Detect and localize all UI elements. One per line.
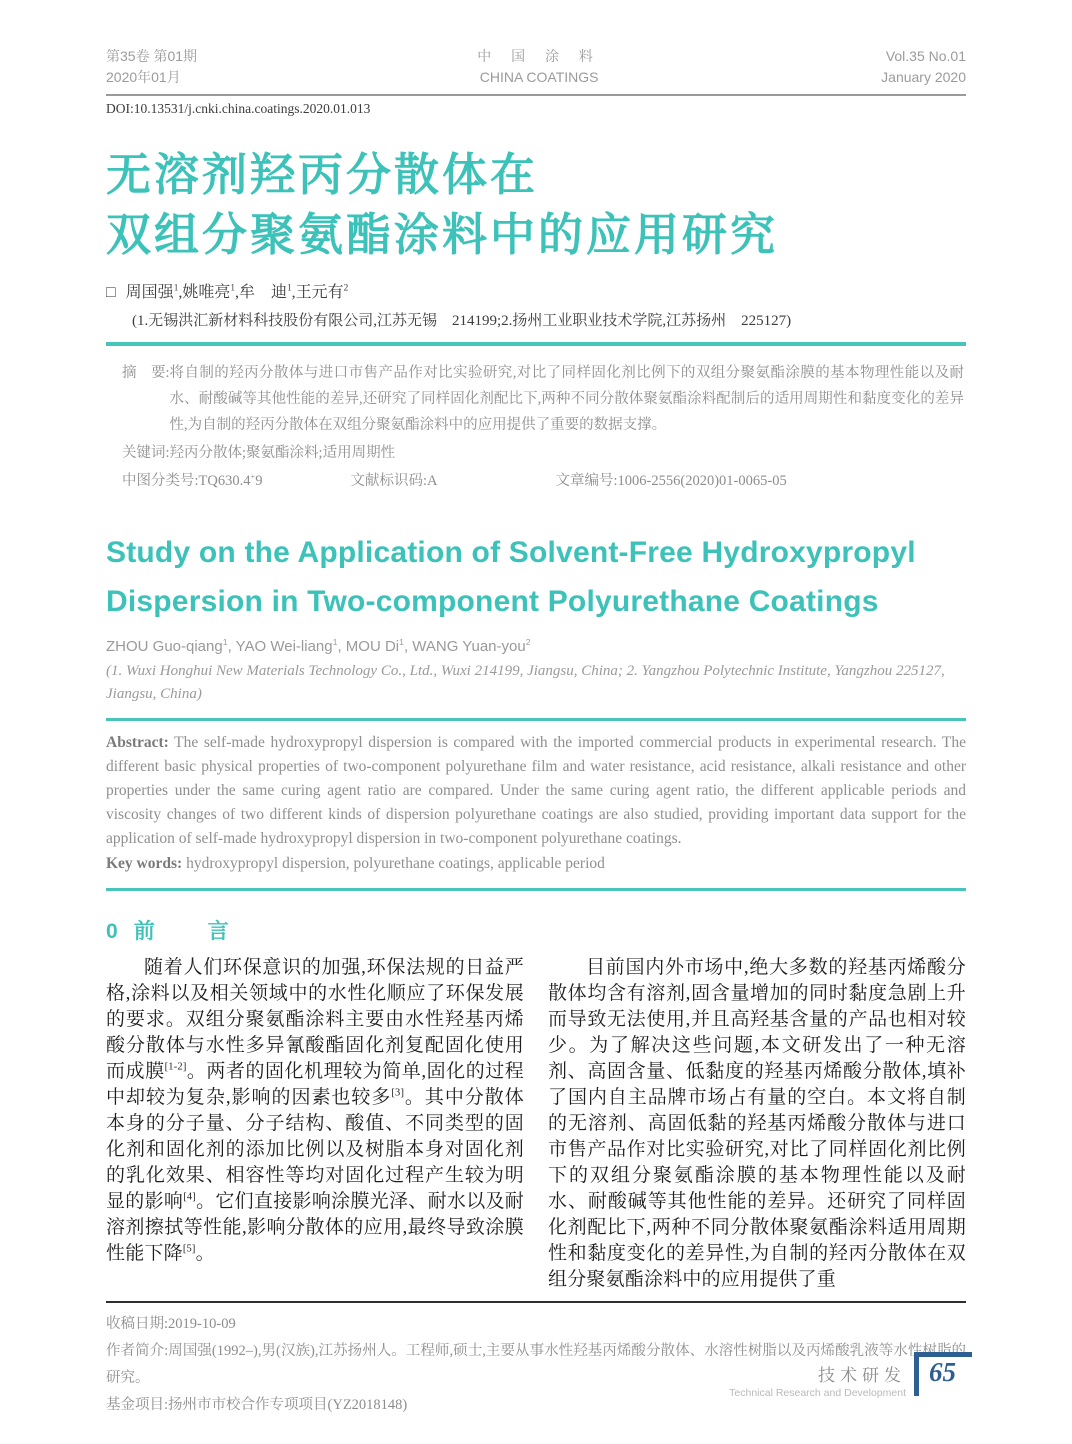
teal-divider	[106, 888, 966, 891]
page-footer	[729, 1352, 972, 1399]
clc-sup: +	[250, 472, 256, 482]
document-code	[351, 468, 438, 494]
paper-title-en	[106, 528, 966, 626]
abstract-en-paragraph	[106, 731, 966, 851]
intro-text: 。其中分散体本身的分子量、分子结构、酸值、不同类型的固化剂和固化剂的添加比例以及树脂本身对固化剂的乳化效果、相容性等均对固化过程产生较为明显的影响	[106, 1087, 524, 1212]
received-date-label: 收稿日期:	[106, 1316, 169, 1332]
document-code-value: A	[427, 473, 438, 489]
author-affil-sup: 1	[222, 637, 228, 647]
abstract-en-label: Abstract:	[106, 734, 169, 751]
article-number	[556, 468, 787, 494]
affiliation-en: (1. Wuxi Honghui New Materials Technology Co., Ltd., Wuxi 214199, Jiangsu, China; 2. Yangzhou Polytechnic Institute, Yangzhou 225127, Jiangsu, China)	[106, 663, 945, 702]
journal-name-cn: 中 国 涂 料	[477, 48, 601, 64]
doi-line: DOI:10.13531/j.cnki.china.coatings.2020.01.013	[106, 101, 371, 116]
citation-ref: [5]	[182, 1243, 196, 1255]
section-number: 0	[106, 920, 118, 943]
footer-section-cn: 技术研发	[818, 1366, 906, 1385]
clc-label: 中图分类号:	[122, 473, 199, 489]
authors-en	[106, 638, 966, 655]
intro-text: 。两者的固化机理较为简单,固化的过程中却较为复杂,影响的因素也较多	[106, 1061, 524, 1108]
affiliation-cn: (1.无锡洪汇新材料科技股份有限公司,江苏无锡 214199;2.扬州工业职业技术学院,江苏扬州 225127)	[132, 313, 792, 329]
citation-ref: [1-2]	[164, 1061, 187, 1073]
author-affil-sup: 2	[525, 637, 531, 647]
citation-ref: [4]	[183, 1191, 196, 1203]
article-number-value: 1006-2556(2020)01-0065-05	[617, 473, 787, 489]
author-affil-sup: 1	[399, 637, 404, 647]
clc-number	[122, 468, 263, 494]
keywords-cn-label: 关键词:	[122, 445, 170, 461]
author-affil-sup: 1	[173, 283, 179, 294]
header-issue-en	[881, 46, 966, 88]
document-code-label: 文献标识码:	[350, 473, 428, 489]
paper-title-cn-line1: 无溶剂羟丙分散体在	[106, 149, 539, 200]
citation-ref: [3]	[391, 1087, 405, 1099]
abstract-cn-text: 将自制的羟丙分散体与进口市售产品作对比实验研究,对比了同样固化剂比例下的双组分聚氨酯涂膜的基本物理性能以及耐水、耐酸碱等其他性能的差异,还研究了同样固化剂配比下,两种不同分散体聚氨酯涂料配制后的适用周期性和黏度变化的差异性,为自制的羟丙分散体在双组分聚氨酯涂料中的应用提供了重要的数据支撑。	[169, 365, 964, 433]
classification-row	[122, 468, 964, 494]
journal-name-en: CHINA COATINGS	[479, 69, 599, 85]
keywords-en-row	[106, 852, 966, 876]
journal-header	[106, 46, 966, 88]
author-name-en: , MOU Di	[337, 638, 400, 655]
teal-divider	[106, 342, 966, 346]
authors-cn	[106, 279, 966, 302]
volume-issue-cn: 第35卷 第01期	[106, 48, 198, 64]
author-name: ,牟 迪	[234, 284, 287, 301]
header-issue-cn	[106, 46, 197, 88]
intro-left-paragraph	[106, 955, 524, 1267]
author-name-en: , WANG Yuan-you	[403, 638, 526, 655]
intro-text: 随着人们环保意识的加强,环保法规的日益严格,涂料以及相关领域中的水性化顺应了环保发展的要求。双组分聚氨酯涂料主要由水性羟基丙烯酸分散体与水性多异氰酸酯固化剂复配固化使用而成膜	[106, 957, 524, 1082]
keywords-en-text: hydroxypropyl dispersion, polyurethane coatings, applicable period	[182, 855, 605, 872]
intro-text: 。它们直接影响涂膜光泽、耐水以及耐溶剂擦拭等性能,影响分散体的应用,最终导致涂膜性能下降	[106, 1191, 524, 1264]
page-number: 65	[929, 1357, 956, 1387]
intro-text: 。	[195, 1243, 215, 1264]
header-divider	[106, 94, 966, 96]
abstract-en-text: The self-made hydroxypropyl dispersion is compared with the imported commercial products in experimental research. The different basic physical properties of two-component polyurethane film and water resistance, acid resistance, alkali resistance and other properties under the same curing agent ratio are compared. Under the same curing agent ratio, the different applicable periods and viscosity changes of two different kinds of dispersion polyurethane coatings are also studied, providing important data support for the application of self-made hydroxypropyl dispersion in two-component polyurethane coatings.	[106, 734, 966, 847]
author-affil-sup: 2	[343, 283, 349, 294]
author-bio-label: 作者简介:	[106, 1343, 169, 1359]
intro-right-paragraph: 目前国内外市场中,绝大多数的羟基丙烯酸分散体均含有溶剂,固含量增加的同时黏度急剧上升而导致无法使用,并且高羟基含量的产品也相对较少。为了解决这些问题,本文研发出了一种无溶剂、高固含量、低黏度的羟基丙烯酸分散体,填补了国内自主品牌市场占有量的空白。本文将自制的无溶剂、高固低黏的羟基丙烯酸分散体与进口市售产品作对比实验研究,对比了同样固化剂比例下的双组分聚氨酯涂膜的基本物理性能以及耐水、耐酸碱等其他性能的差异。还研究了同样固化剂配比下,两种不同分散体聚氨酯涂料适用周期性和黏度变化的差异性,为自制的羟丙分散体在双组分聚氨酯涂料中的应用提供了重	[548, 957, 966, 1290]
fund-text: 扬州市市校合作专项项目(YZ2018148)	[168, 1397, 408, 1413]
footer-section-name	[729, 1361, 906, 1399]
article-number-label: 文章编号:	[555, 473, 618, 489]
intro-columns	[106, 955, 966, 1293]
abstract-en-block	[106, 731, 966, 876]
author-affil-sup: 1	[287, 283, 292, 294]
journal-name	[477, 46, 601, 88]
author-marker-icon: □	[106, 284, 116, 301]
abstract-cn-block	[106, 360, 966, 494]
received-date-line	[106, 1311, 966, 1338]
keywords-en-label: Key words:	[106, 855, 183, 872]
paper-title-en-line1: Study on the Application of Solvent-Free Hydroxypropyl	[106, 536, 916, 569]
author-name-en: , YAO Wei-liang	[227, 638, 333, 655]
paper-title-cn-line2: 双组分聚氨酯涂料中的应用研究	[106, 209, 779, 260]
page-number-bracket	[914, 1352, 972, 1396]
author-bio-text: 周国强(1992–),男(汉族),江苏扬州人。工程师,硕士,主要从事水性羟基丙烯酸分散体、水溶性树脂以及丙烯酸乳液等水性树脂的研究。	[106, 1343, 967, 1386]
received-date-value: 2019-10-09	[168, 1316, 236, 1332]
section-title: 前 言	[133, 920, 245, 943]
author-affil-sup: 1	[230, 283, 235, 294]
fund-label: 基金项目:	[106, 1397, 169, 1413]
date-cn: 2020年01月	[106, 69, 181, 85]
abstract-cn-label: 摘 要:	[122, 365, 170, 381]
paper-title-en-line2: Dispersion in Two-component Polyurethane Coatings	[106, 585, 879, 618]
keywords-cn-row	[122, 440, 964, 466]
section-heading-intro	[106, 915, 966, 945]
abstract-cn-row	[122, 360, 964, 438]
paper-title-cn	[106, 145, 966, 265]
teal-divider	[106, 718, 966, 721]
volume-issue-en: Vol.35 No.01	[885, 48, 966, 64]
footer-section-en: Technical Research and Development	[729, 1387, 906, 1399]
author-name-en: ZHOU Guo-qiang	[106, 638, 223, 655]
author-name: ,王元有	[291, 284, 344, 301]
clc-tail: 9	[255, 473, 263, 489]
author-affil-sup: 1	[332, 637, 338, 647]
clc-code: TQ630.4	[198, 473, 251, 489]
intro-right-column	[548, 955, 966, 1293]
date-en: January 2020	[881, 69, 966, 85]
keywords-cn-text: 羟丙分散体;聚氨酯涂料;适用周期性	[169, 445, 396, 461]
author-name: ,姚唯亮	[178, 284, 231, 301]
author-name: 周国强	[125, 284, 174, 301]
intro-left-column	[106, 955, 524, 1293]
